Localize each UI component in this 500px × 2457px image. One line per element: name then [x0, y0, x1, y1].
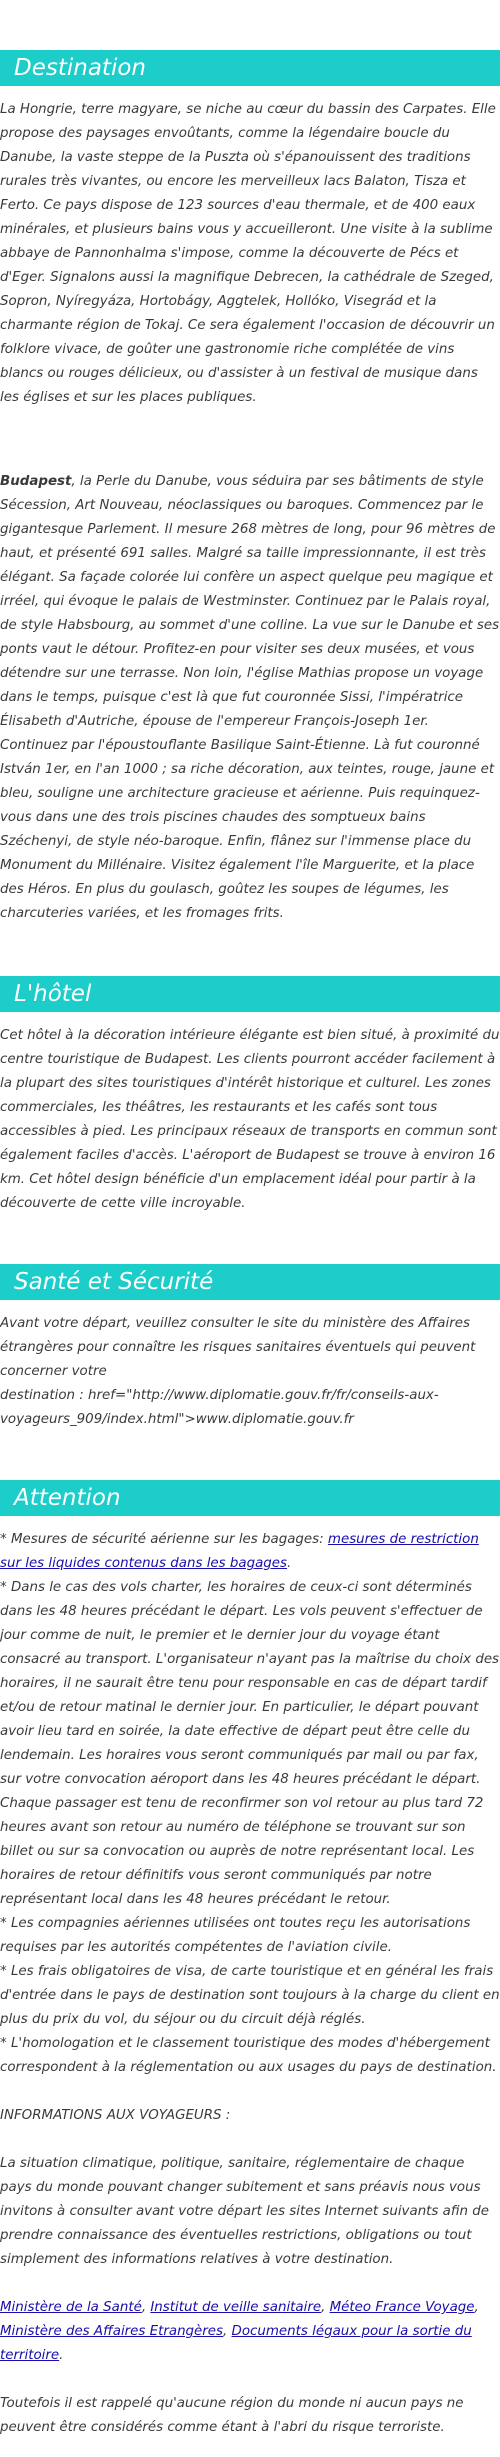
destination-budapest	[0, 470, 500, 926]
sante-text-2: destination : href="http://www.diplomatie.gouv.fr/fr/conseils-aux-voyageurs_909/index.html">www.diplomatie.gouv.fr	[0, 1388, 439, 1427]
attention-airlines: * Les compagnies aériennes utilisées ont toutes reçu les autorisations requises par les autorités compétentes de l'aviation civile.	[0, 1916, 471, 1955]
hotel-header: L'hôtel	[0, 976, 500, 1012]
situation-text: La situation climatique, politique, sanitaire, réglementaire de chaque pays du monde pouvant changer subitement et sans préavis nous vous invitons à consulter avant votre départ les sites Internet suivants afin de prendre connaissance des éventuelles restrictions, obligations ou tout simplement des informations relatives à votre destination.	[0, 2156, 490, 2267]
sante-header: Santé et Sécurité	[0, 1264, 500, 1300]
terror-notice: Toutefois il est rappelé qu'aucune région du monde ni aucun pays ne peuvent être considérés comme étant à l'abri du risque terroriste.	[0, 2396, 464, 2435]
attention-homologation: * L'homologation et le classement touristique des modes d'hébergement correspondent à la réglementation ou aux usages du pays de destination.	[0, 2036, 497, 2075]
link-documents-legaux[interactable]: Documents légaux pour la sortie du territoire	[0, 2324, 472, 2363]
attention-charter: * Dans le cas des vols charter, les horaires de ceux-ci sont déterminés dans les 48 heures précédant le départ. Les vols peuvent s'effectuer de jour comme de nuit, le premier et le dernier jour du voyage étant consacré au transport. L'organisateur n'ayant pas la maîtrise du choix des horaires, il ne saurait être tenu pour responsable en cas de départ tardif et/ou de retour matinal le dernier jour. En particulier, le départ pouvant avoir lieu tard en soirée, la date effective de départ peut être celle du lendemain. Les horaires vous seront communiqués par mail ou par fax, sur votre convocation aéroport dans les 48 heures précédant le départ. Chaque passager est tenu de reconfirmer son vol retour au plus tard 72 heures avant son retour au numéro de téléphone se trouvant sur son billet ou sur sa convocation ou auprès de notre représentant local. Les horaires de retour définitifs vous seront communiqués par notre représentant local dans les 48 heures précédant le retour.	[0, 1580, 500, 1907]
sante-text-1: Avant votre départ, veuillez consulter le site du ministère des Affaires étrangères pour connaître les risques sanitaires éventuels qui peuvent concerner votre	[0, 1316, 476, 1379]
info-heading: INFORMATIONS AUX VOYAGEURS :	[0, 2108, 231, 2123]
link-meteo-france[interactable]: Méteo France Voyage	[329, 2300, 475, 2315]
budapest-text: , la Perle du Danube, vous séduira par ses bâtiments de style Sécession, Art Nouveau, néoclassiques ou baroques. Commencez par le gigantesque Parlement. Il mesure 268 mètres de long, pour 96 mètres de haut, et présenté 691 salles. Malgré sa taille impressionnante, il est très élégant. Sa façade colorée lui confère un aspect quelque peu magique et irréel, qui évoque le palais de Westminster. Continuez par le Palais royal, de style Habsbourg, au sommet d'une colline. La vue sur le Danube et ses ponts vaut le détour. Profitez-en pour visiter ses deux musées, et vous détendre sur une terrasse. Non loin, l'église Mathias propose un voyage dans le temps, puisque c'est là que fut couronnée Sissi, l'impératrice Élisabeth d'Autriche, épouse de l'empereur François-Joseph 1er. Continuez par l'époustouflante Basilique Saint-Étienne. Là fut couronné István 1er, en l'an 1000 ; sa riche décoration, aux teintes, rouge, jaune et bleu, souligne une architecture gracieuse et aérienne. Puis requinquez-vous dans une des trois piscines chaudes des somptueux bains Széchenyi, de style néo-baroque. Enfin, flânez sur l'immense place du Monument du Millénaire. Visitez également l'île Marguerite, et la place des Héros. En plus du goulasch, goûtez les soupes de légumes, les charcuteries variées, et les fromages frits.	[0, 474, 500, 921]
sante-text	[0, 1312, 500, 1432]
destination-header: Destination	[0, 50, 500, 86]
security-suffix: .	[287, 1556, 292, 1571]
liquids-restriction-link[interactable]: mesures de restriction sur les liquides contenus dans les bagages	[0, 1532, 479, 1571]
info-links: Ministère de la Santé, Institut de veille sanitaire, Méteo France Voyage, Ministère des Affaires Etrangères, Documents légaux pour la sortie du territoire.	[0, 2300, 479, 2363]
attention-security	[0, 1528, 500, 1576]
hotel-text: Cet hôtel à la décoration intérieure élégante est bien situé, à proximité du centre touristique de Budapest. Les clients pourront accéder facilement à la plupart des sites touristiques d'intérêt historique et culturel. Les zones commerciales, les théâtres, les restaurants et les cafés sont tous accessibles à pied. Les principaux réseaux de transports en commun sont également faciles d'accès. L'aéroport de Budapest se trouve à environ 16 km. Cet hôtel design bénéficie d'un emplacement idéal pour partir à la découverte de cette ville incroyable.	[0, 1028, 500, 1211]
attention-fees: * Les frais obligatoires de visa, de carte touristique et en général les frais d'entrée dans le pays de destination sont toujours à la charge du client en plus du prix du vol, du séjour ou du circuit déjà réglés.	[0, 1964, 500, 2027]
link-ministere-sante[interactable]: Ministère de la Santé	[0, 2300, 142, 2315]
destination-intro: La Hongrie, terre magyare, se niche au cœur du bassin des Carpates. Elle propose des paysages envoûtants, comme la légendaire boucle du Danube, la vaste steppe de la Puszta où s'épanouissent des traditions rurales très vivantes, ou encore les merveilleux lacs Balaton, Tisza et Ferto. Ce pays dispose de 123 sources d'eau thermale, et de 400 eaux minérales, et plusieurs bains vous y accueilleront. Une visite à la sublime abbaye de Pannonhalma s'impose, comme la découverte de Pécs et d'Eger. Signalons aussi la magnifique Debrecen, la cathédrale de Szeged, Sopron, Nyíregyáza, Hortobágy, Aggtelek, Hollókо, Visegrád et la charmante région de Tokaj. Ce sera également l'occasion de découvrir un folklore vivace, de goûter une gastronomie riche complétée de vins blancs ou rouges délicieux, ou d'assister à un festival de musique dans les églises et sur les places publiques.	[0, 102, 496, 405]
attention-header: Attention	[0, 1480, 500, 1516]
link-veille-sanitaire[interactable]: Institut de veille sanitaire	[150, 2300, 322, 2315]
budapest-label: Budapest	[0, 474, 72, 489]
link-affaires-etrangeres[interactable]: Ministère des Affaires Etrangères	[0, 2324, 224, 2339]
security-prefix: * Mesures de sécurité aérienne sur les bagages:	[0, 1532, 328, 1547]
